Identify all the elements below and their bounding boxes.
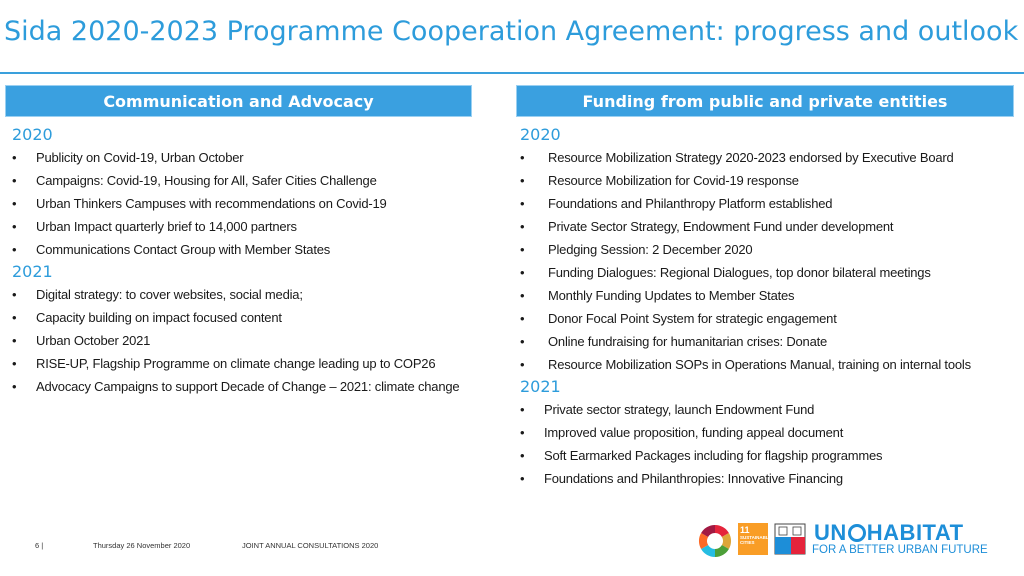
list-item [12,215,502,238]
communication-advocacy-column [12,124,502,398]
list-item-text: Resource Mobilization Strategy 2020-2023 endorsed by Executive Board [548,150,954,165]
bullet-icon: • [520,150,525,165]
list-item [12,169,502,192]
bullet-icon: • [12,150,17,165]
list-item [12,375,502,398]
list-item-text: Communications Contact Group with Member States [36,242,331,257]
list-item [520,330,1020,353]
list-item [520,169,1020,192]
bullet-icon: • [520,448,525,463]
sdg-wheel-icon [698,524,732,558]
bullet-icon: • [520,311,525,326]
bullet-icon: • [520,288,525,303]
list-item [12,146,502,169]
list-item [520,467,1020,490]
list-item [520,238,1020,261]
bullet-icon: • [520,334,525,349]
bullet-icon: • [520,357,525,372]
list-item [520,192,1020,215]
sdg11-label: SUSTAINABLE CITIES [740,535,772,545]
page-number: 6 | [35,541,44,550]
sdg11-number: 11 [740,525,750,535]
list-item-text: Monthly Funding Updates to Member States [548,288,795,303]
list-item-text: Improved value proposition, funding appeal document [544,425,844,440]
list-item [520,444,1020,467]
list-item [520,398,1020,421]
bullet-icon: • [12,196,17,211]
list-item-text: Donor Focal Point System for strategic engagement [548,311,837,326]
list-item-text: RISE-UP, Flagship Programme on climate change leading up to COP26 [36,356,436,371]
list-item [520,307,1020,330]
bullet-icon: • [520,425,525,440]
list-item [520,421,1020,444]
list-item-text: Funding Dialogues: Regional Dialogues, top donor bilateral meetings [548,265,931,280]
list-item-text: Urban October 2021 [36,333,151,348]
list-item [520,261,1020,284]
year-heading-2020: 2020 [12,125,53,144]
footer-event: JOINT ANNUAL CONSULTATIONS 2020 [242,541,379,550]
list-item-text: Capacity building on impact focused content [36,310,282,325]
list-item-text: Foundations and Philanthropies: Innovative Financing [544,471,843,486]
list-item-text: Advocacy Campaigns to support Decade of Change – 2021: climate change [36,379,460,394]
bullet-icon: • [520,173,525,188]
list-item [520,215,1020,238]
bullet-icon: • [12,356,17,371]
bullet-icon: • [12,219,17,234]
title-divider [0,72,1024,74]
list-item [12,352,502,375]
year-heading-2021: 2021 [12,262,53,281]
list-2020 [520,146,1020,376]
list-item [520,284,1020,307]
bullet-icon: • [12,310,17,325]
list-item-text: Resource Mobilization SOPs in Operations Manual, training on internal tools [548,357,971,372]
list-item-text: Urban Thinkers Campuses with recommendations on Covid-19 [36,196,387,211]
page-title: Sida 2020-2023 Programme Cooperation Agreement: progress and outlook [4,16,1019,47]
list-item-text: Resource Mobilization for Covid-19 response [548,173,799,188]
logo-habitat-text: HABITAT [866,520,964,545]
sdg11-badge [738,523,772,555]
globe-icon [848,524,866,542]
bullet-icon: • [12,242,17,257]
bullet-icon: • [12,287,17,302]
year-heading-2021: 2021 [520,377,561,396]
funding-header: Funding from public and private entities [516,85,1014,117]
list-item [520,146,1020,169]
list-item-text: Publicity on Covid-19, Urban October [36,150,244,165]
list-item-text: Private Sector Strategy, Endowment Fund under development [548,219,894,234]
logo-tagline: FOR A BETTER URBAN FUTURE [812,544,988,556]
bullet-icon: • [12,333,17,348]
year-heading-2020: 2020 [520,125,561,144]
list-item-text: Pledging Session: 2 December 2020 [548,242,753,257]
list-item-text: Campaigns: Covid-19, Housing for All, Safer Cities Challenge [36,173,377,188]
list-item [12,306,502,329]
list-item [12,283,502,306]
funding-column [520,124,1020,490]
bullet-icon: • [12,379,17,394]
bullet-icon: • [520,402,525,417]
logo-un-text: UN [814,520,847,545]
bullet-icon: • [12,173,17,188]
list-item-text: Private sector strategy, launch Endowment Fund [544,402,815,417]
list-2020 [12,146,502,261]
bullet-icon: • [520,242,525,257]
communication-advocacy-header: Communication and Advocacy [5,85,472,117]
bullet-icon: • [520,265,525,280]
list-item-text: Online fundraising for humanitarian crises: Donate [548,334,828,349]
list-item-text: Digital strategy: to cover websites, social media; [36,287,303,302]
list-item-text: Urban Impact quarterly brief to 14,000 partners [36,219,297,234]
list-item [12,192,502,215]
un-habitat-logo [814,520,964,546]
list-item [12,329,502,352]
un-habitat-emblem-icon [774,523,806,555]
list-2021 [520,398,1020,490]
bullet-icon: • [520,196,525,211]
list-item-text: Soft Earmarked Packages including for flagship programmes [544,448,883,463]
list-2021 [12,283,502,398]
list-item-text: Foundations and Philanthropy Platform established [548,196,833,211]
list-item [520,353,1020,376]
bullet-icon: • [520,219,525,234]
footer-date: Thursday 26 November 2020 [93,541,191,550]
bullet-icon: • [520,471,525,486]
list-item [12,238,502,261]
